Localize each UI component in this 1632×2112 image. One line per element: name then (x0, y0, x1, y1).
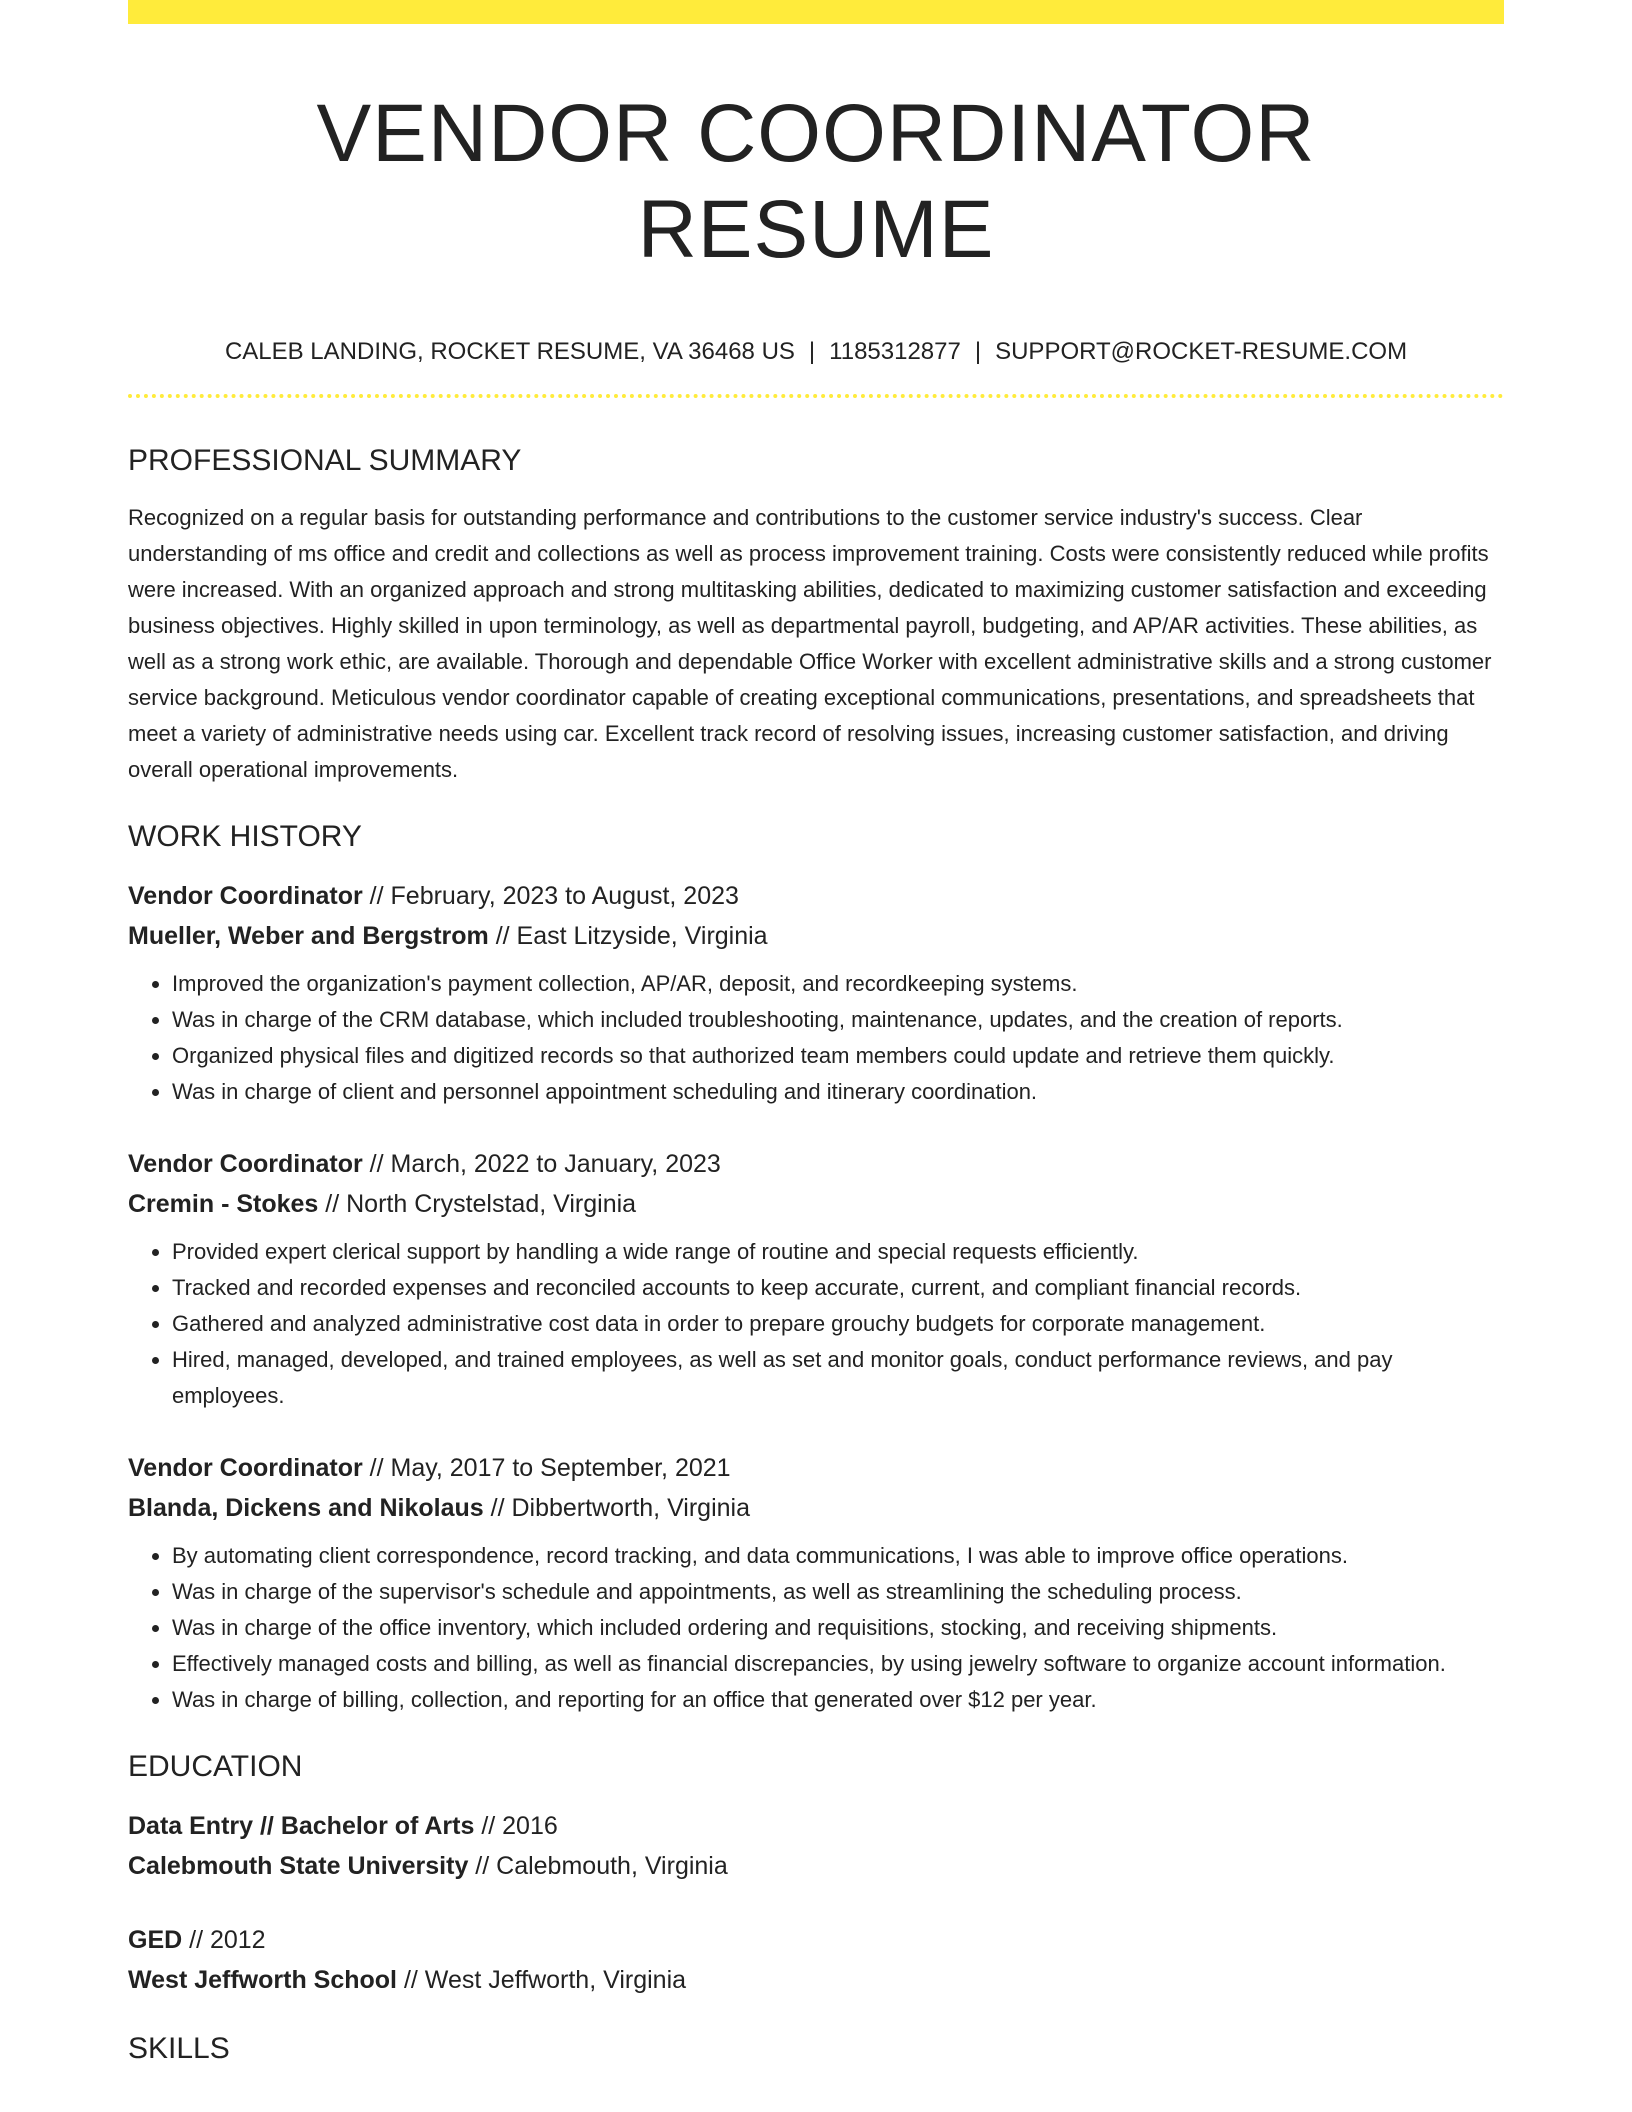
contact-separator: | (808, 338, 816, 365)
job-role-line (128, 1448, 1504, 1488)
resume-page (128, 0, 1504, 2068)
contact-address: CALEB LANDING, ROCKET RESUME, VA 36468 US (224, 338, 795, 365)
job-role: Vendor Coordinator (128, 882, 363, 910)
education-location: // Calebmouth, Virginia (468, 1852, 728, 1880)
education-school: West Jeffworth School (128, 1966, 398, 1994)
education-heading: EDUCATION (128, 1750, 303, 1783)
education-location: // West Jeffworth, Virginia (397, 1966, 687, 1994)
job-bullet: • Organized physical files and digitized records so that authorized team members could update and retrieve them quickly. (172, 1038, 1504, 1074)
job-company: Cremin - Stokes (128, 1190, 319, 1218)
job-bullet: • Provided expert clerical support by handling a wide range of routine and special requests efficiently. (172, 1234, 1504, 1270)
job-role-line (128, 1144, 1504, 1184)
job-location: // East Litzyside, Virginia (488, 922, 768, 950)
job-company-line (128, 1488, 1504, 1528)
education-degree-line (128, 1806, 1504, 1846)
education-degree: GED (128, 1926, 183, 1954)
education-school: Calebmouth State University (128, 1852, 469, 1880)
job-company-line (128, 1184, 1504, 1224)
education-degree: Data Entry // Bachelor of Arts (128, 1812, 475, 1840)
resume-title: VENDOR COORDINATOR RESUME (316, 88, 1316, 275)
job-bullet: • Was in charge of client and personnel appointment scheduling and itinerary coordination. (172, 1074, 1504, 1110)
job-bullet: • Was in charge of the supervisor's schedule and appointments, as well as streamlining the scheduling process. (172, 1574, 1504, 1610)
job-location: // North Crystelstad, Virginia (318, 1190, 637, 1218)
accent-top-bar (128, 0, 1504, 24)
education-school-line (128, 1846, 1504, 1886)
summary-heading: PROFESSIONAL SUMMARY (128, 444, 522, 477)
job-entry (128, 1144, 1504, 1414)
job-role: Vendor Coordinator (128, 1454, 363, 1482)
education-school-line (128, 1960, 1504, 2000)
job-dates: // May, 2017 to September, 2021 (362, 1454, 731, 1482)
job-dates: // February, 2023 to August, 2023 (362, 882, 739, 910)
contact-line (128, 336, 1504, 368)
summary-text: Recognized on a regular basis for outstanding performance and contributions to the customer service industry's success. Clear understanding of ms office and credit and collections as well as process improvement training. Costs were consistently reduced while profits were increased. With an organized approach and strong multitasking abilities, dedicated to maximizing customer satisfaction and exceeding business objectives. Highly skilled in upon terminology, as well as departmental payroll, budgeting, and AP/AR activities. These abilities, as well as a strong work ethic, are available. Thorough and dependable Office Worker with excellent administrative skills and a strong customer service background. Meticulous vendor coordinator capable of creating exceptional communications, presentations, and spreadsheets that meet a variety of administrative needs using car. Excellent track record of resolving issues, increasing customer satisfaction, and driving overall operational improvements. (128, 505, 1492, 782)
job-bullet: • Was in charge of the CRM database, which included troubleshooting, maintenance, updates, and the creation of reports. (172, 1002, 1504, 1038)
education-year: // 2012 (182, 1926, 266, 1954)
job-bullet: • Hired, managed, developed, and trained employees, as well as set and monitor goals, conduct performance reviews, and pay employees. (172, 1342, 1504, 1414)
contact-email: SUPPORT@ROCKET-RESUME.COM (995, 338, 1408, 365)
job-entry (128, 1448, 1504, 1718)
job-dates: // March, 2022 to January, 2023 (362, 1150, 721, 1178)
job-bullet: • Was in charge of the office inventory, which included ordering and requisitions, stocking, and receiving shipments. (172, 1610, 1504, 1646)
job-bullets (128, 1538, 1504, 1718)
job-role-line (128, 876, 1504, 916)
work-history-heading: WORK HISTORY (128, 820, 362, 853)
job-company-line (128, 916, 1504, 956)
job-bullets (128, 1234, 1504, 1414)
skills-heading: SKILLS (128, 2032, 230, 2065)
contact-separator: | (974, 338, 982, 365)
dotted-divider (128, 394, 1504, 398)
job-company: Mueller, Weber and Bergstrom (128, 922, 489, 950)
education-entry (128, 1806, 1504, 1886)
contact-phone: 1185312877 (829, 338, 961, 365)
education-entry (128, 1920, 1504, 2000)
education-degree-line (128, 1920, 1504, 1960)
job-bullet: • Was in charge of billing, collection, and reporting for an office that generated over $12 per year. (172, 1682, 1504, 1718)
education-year: // 2016 (474, 1812, 558, 1840)
job-bullet: • Improved the organization's payment collection, AP/AR, deposit, and recordkeeping systems. (172, 966, 1504, 1002)
job-bullets (128, 966, 1504, 1110)
job-entry (128, 876, 1504, 1110)
job-bullet: • By automating client correspondence, record tracking, and data communications, I was able to improve office operations. (172, 1538, 1504, 1574)
job-location: // Dibbertworth, Virginia (483, 1494, 750, 1522)
job-bullet: • Gathered and analyzed administrative cost data in order to prepare grouchy budgets for corporate management. (172, 1306, 1504, 1342)
job-bullet: • Effectively managed costs and billing, as well as financial discrepancies, by using jewelry software to organize account information. (172, 1646, 1504, 1682)
job-company: Blanda, Dickens and Nikolaus (128, 1494, 484, 1522)
job-bullet: • Tracked and recorded expenses and reconciled accounts to keep accurate, current, and compliant financial records. (172, 1270, 1504, 1306)
job-role: Vendor Coordinator (128, 1150, 363, 1178)
